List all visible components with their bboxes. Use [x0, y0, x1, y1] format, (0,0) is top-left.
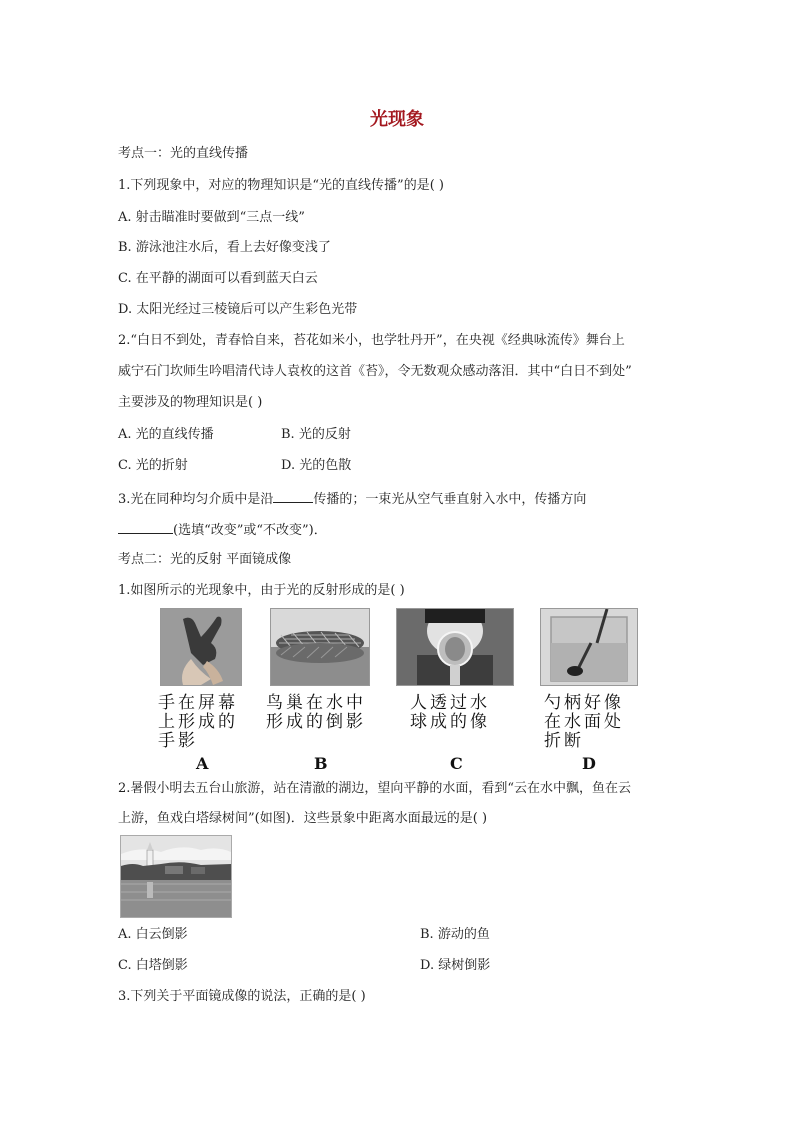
fill-blank-2[interactable]	[118, 521, 173, 534]
figure-d-letter: D	[582, 754, 596, 773]
question-2-1-stem: 1.如图所示的光现象中，由于光的反射形成的是( )	[118, 583, 405, 598]
figure-b-caption: 鸟巢在水中 形成的倒影	[266, 693, 366, 732]
figure-b	[270, 608, 370, 686]
figure-row	[158, 608, 648, 778]
lake-photo	[120, 835, 232, 918]
question-2-2-stem-line2: 上游，鱼戏白塔绿树间”(如图)．这些景象中距离水面最远的是( )	[118, 811, 488, 826]
question-2-2-option-d: D. 绿树倒影	[420, 958, 491, 973]
question-1-1-option-d: D. 太阳光经过三棱镜后可以产生彩色光带	[118, 302, 358, 317]
figure-a-caption: 手在屏幕 上形成的 手影	[158, 693, 238, 751]
fill-blank-1[interactable]	[273, 490, 313, 503]
question-1-2-stem-line2: 威宁石门坎师生吟唱清代诗人袁枚的这首《苔》，令无数观众感动落泪．其中“白日不到处”	[118, 364, 632, 379]
question-1-1-option-a: A. 射击瞄准时要做到“三点一线”	[118, 210, 305, 225]
question-1-3-part2: 传播的；一束光从空气垂直射入水中，传播方向	[313, 492, 587, 507]
figure-d	[540, 608, 638, 686]
water-ball-photo	[396, 608, 514, 686]
question-1-1-option-b: B. 游泳池注水后，看上去好像变浅了	[118, 240, 331, 255]
figure-d-caption: 勺柄好像 在水面处 折断	[544, 693, 624, 751]
question-1-3-line2	[118, 521, 327, 539]
spoon-in-glass-photo	[540, 608, 638, 686]
question-1-1-stem: 1.下列现象中，对应的物理知识是“光的直线传播”的是( )	[118, 178, 444, 193]
question-1-2-option-d: D. 光的色散	[281, 458, 352, 473]
question-1-2-stem-line1: 2.“白日不到处，青春恰自来，苔花如米小，也学牡丹开”，在央视《经典咏流传》舞台上	[118, 333, 625, 348]
question-2-2-stem-line1: 2.暑假小明去五台山旅游，站在清澈的湖边，望向平静的水面，看到“云在水中飘，鱼在云	[118, 781, 632, 796]
question-1-3-line1	[118, 490, 586, 508]
question-1-3-part3: (选填“改变”或“不改变”)．	[173, 523, 327, 538]
question-1-2-stem-line3: 主要涉及的物理知识是( )	[118, 395, 263, 410]
figure-a-letter: A	[196, 754, 209, 773]
figure-a	[160, 608, 242, 686]
question-1-2-option-b: B. 光的反射	[281, 427, 351, 442]
figure-b-letter: B	[314, 754, 328, 773]
question-2-3-stem: 3.下列关于平面镜成像的说法，正确的是( )	[118, 989, 366, 1004]
hand-shadow-photo	[160, 608, 242, 686]
figure-c-caption: 人透过水 球成的像	[410, 693, 490, 732]
question-1-1-option-c: C. 在平静的湖面可以看到蓝天白云	[118, 271, 318, 286]
question-2-2-option-c: C. 白塔倒影	[118, 958, 188, 973]
figure-c-letter: C	[450, 754, 463, 773]
section-heading-2: 考点二：光的反射 平面镜成像	[118, 552, 292, 567]
question-2-2-option-a: A. 白云倒影	[118, 927, 188, 942]
birds-nest-photo	[270, 608, 370, 686]
figure-c	[396, 608, 514, 686]
section-heading-1: 考点一：光的直线传播	[118, 146, 249, 161]
question-2-2-option-b: B. 游动的鱼	[420, 927, 490, 942]
question-1-3-part1: 3.光在同种均匀介质中是沿	[118, 492, 274, 507]
question-1-2-option-c: C. 光的折射	[118, 458, 188, 473]
question-1-2-option-a: A. 光的直线传播	[118, 427, 214, 442]
page-title: 光现象	[370, 109, 424, 130]
